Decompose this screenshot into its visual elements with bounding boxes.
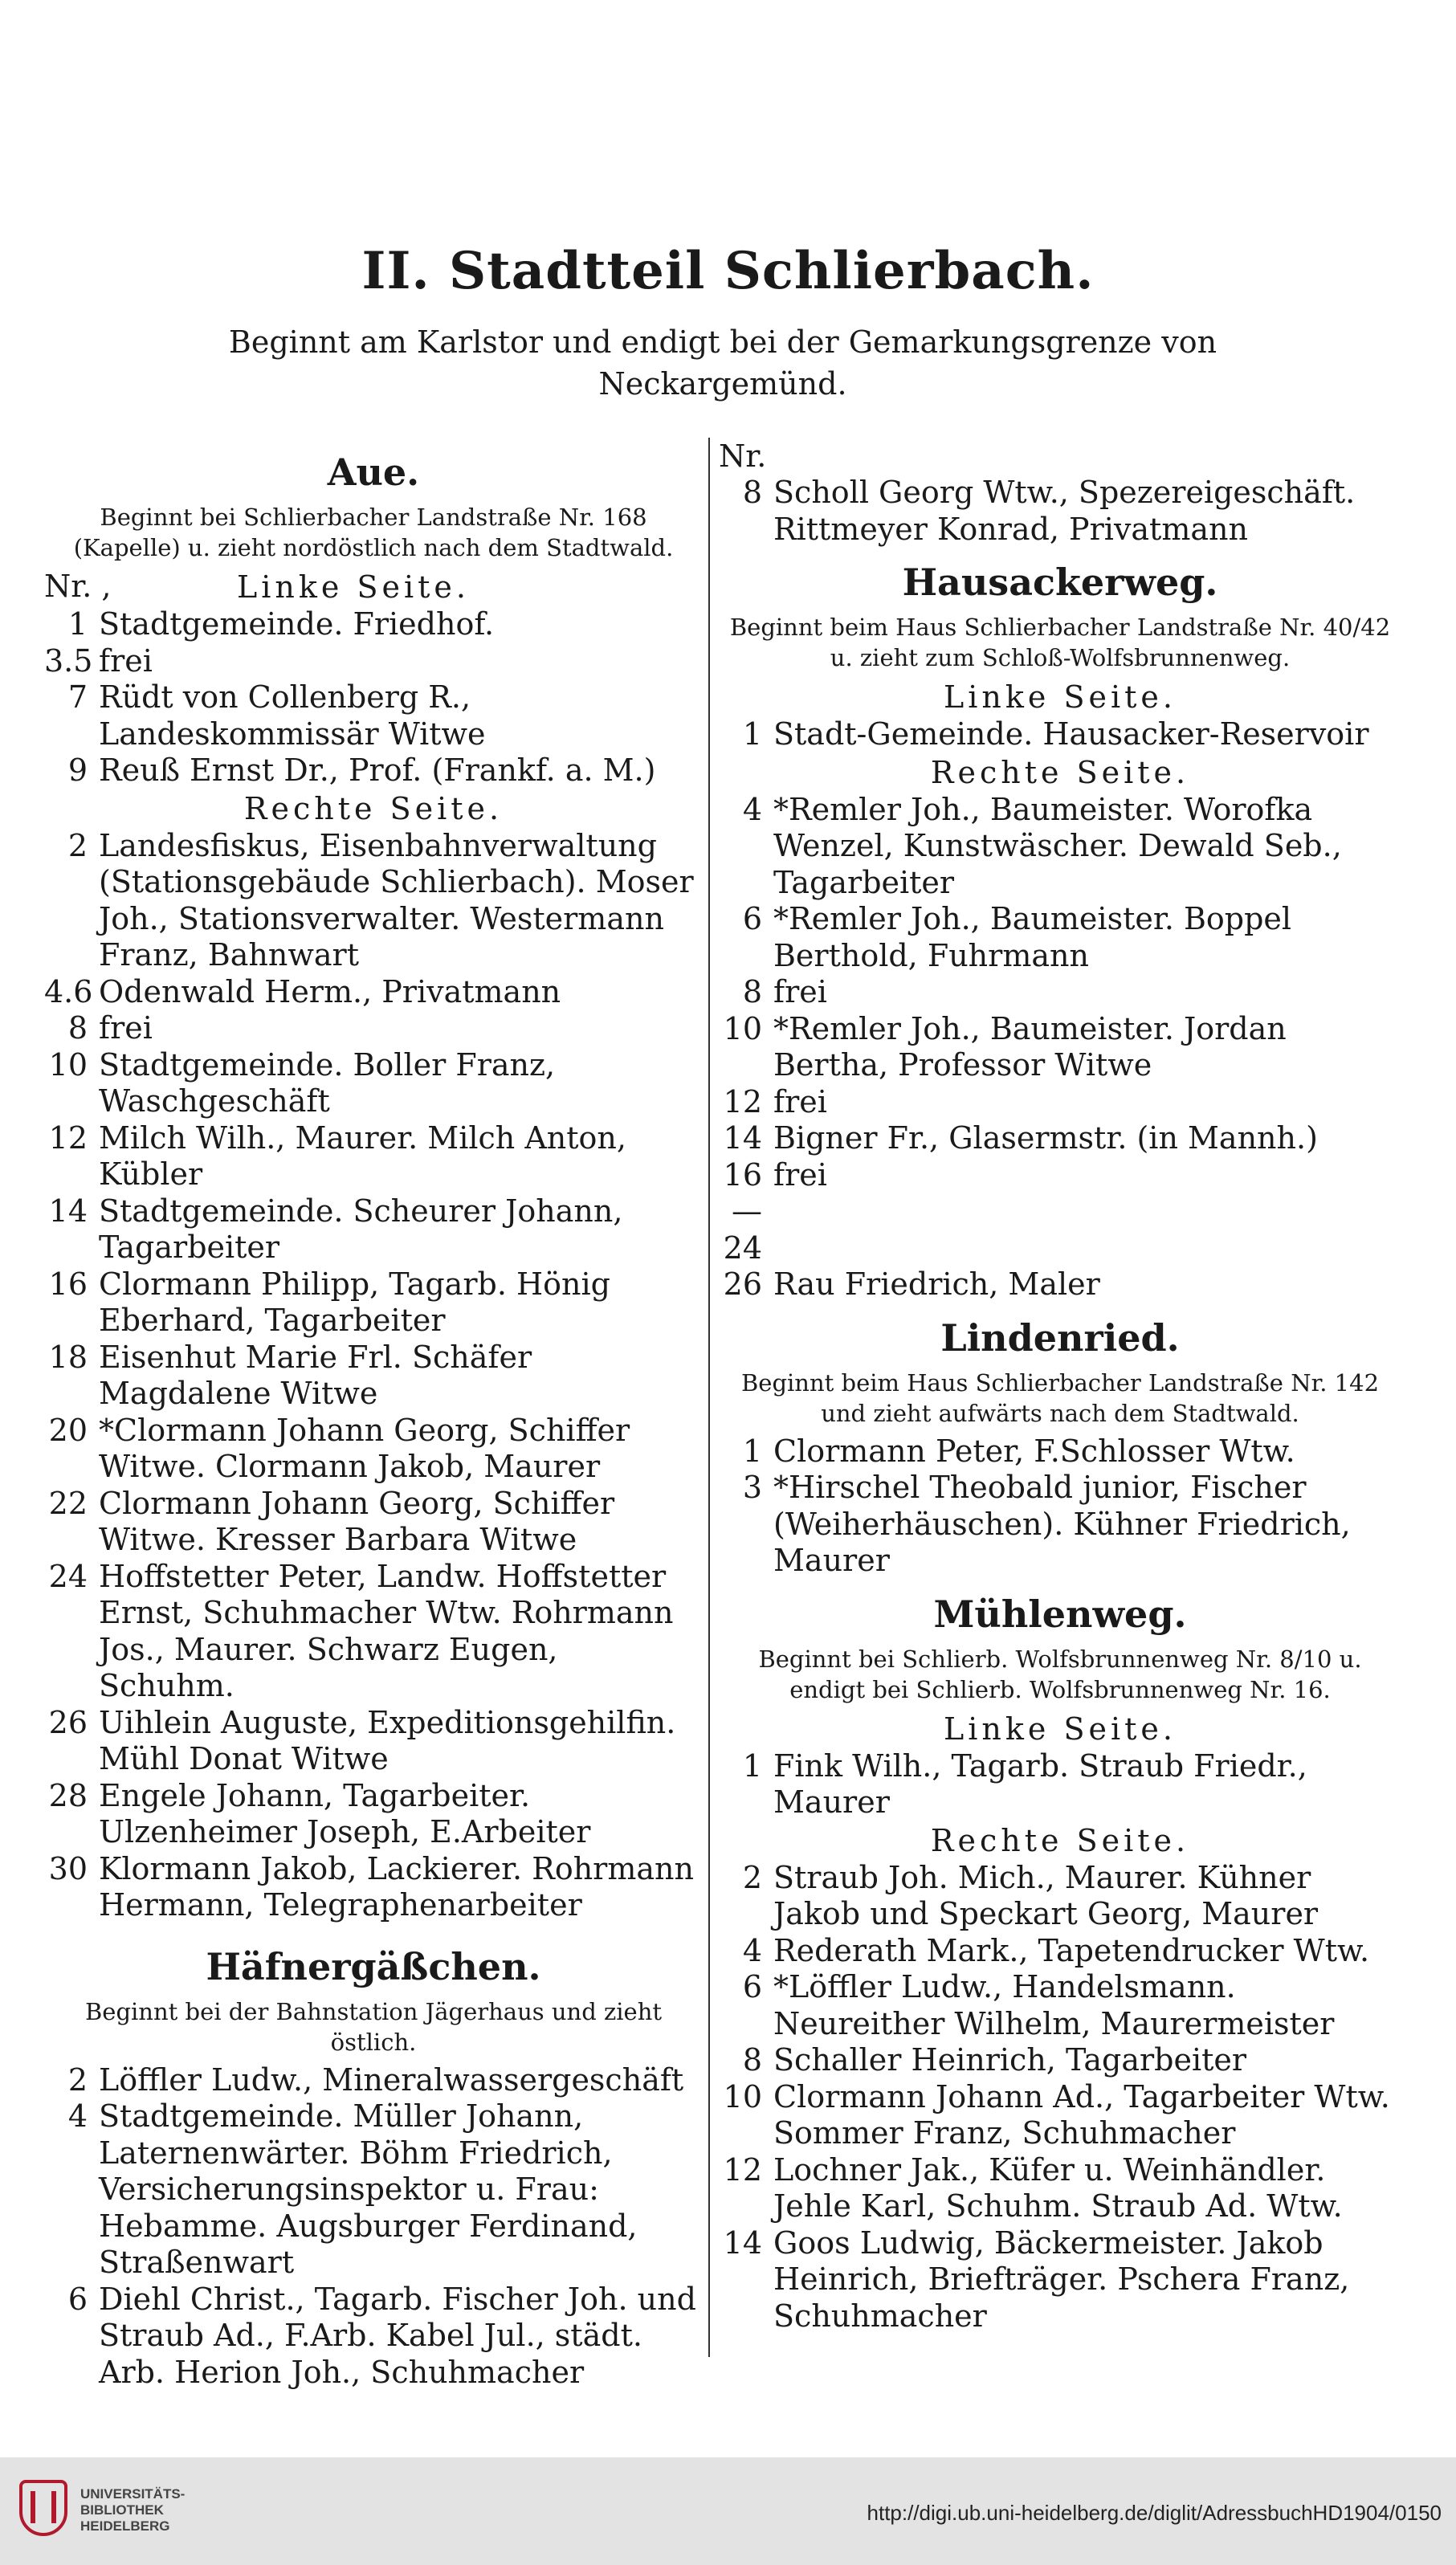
address-entry [719,716,1401,753]
house-number: 30 [48,1850,88,1886]
address-entry [719,1120,1401,1157]
aue-linke-list [44,606,703,789]
nr-label: Nr. , [44,569,112,604]
house-number: 4 [67,2098,88,2134]
address-entry [44,752,703,789]
column-divider [708,438,710,2357]
house-number: 8 [67,1010,88,1046]
house-number: 14 [48,1193,88,1229]
linke-seite-label: Linke Seite. [944,1711,1177,1747]
resident-text: Diehl Christ., Tagarb. Fischer Joh. und Straub Ad., F.Arb. Kabel Jul., städt. Arb. Herion Joh., Schuhmacher [99,2281,696,2390]
rechte-seite-label: Rechte Seite. [930,1822,1190,1858]
house-number: 4.6 [44,973,93,1009]
resident-text: Engele Johann, Tagarbeiter. Ulzenheimer Joseph, E.Arbeiter [99,1777,591,1849]
right-column [719,438,1401,2335]
resident-text: Schaller Heinrich, Tagarbeiter [773,2042,1247,2078]
hausacker-rechte-list [719,792,1401,1303]
resident-text: Clormann Philipp, Tagarb. Hönig Eberhard, Tagarbeiter [99,1266,610,1338]
resident-text: Bigner Fr., Glasermstr. (in Mannh.) [773,1120,1318,1156]
resident-text: Clormann Johann Georg, Schiffer Witwe. Kresser Barbara Witwe [99,1485,615,1557]
resident-text: *Remler Joh., Baumeister. Boppel Berthold, Fuhrmann [773,901,1292,973]
house-number: 12 [723,2151,762,2188]
address-entry [719,2152,1401,2225]
house-number: 12 [48,1119,88,1156]
house-number: 14 [723,2224,762,2261]
haefner-list [44,2062,703,2392]
resident-text: Clormann Peter, F.Schlosser Wtw. [773,1433,1295,1469]
section-title-aue: Aue. [327,451,420,494]
resident-text: Landesfiskus, Eisenbahnverwaltung (Stationsgebäude Schlierbach). Moser Joh., Stationsverwalter. Westermann Franz, Bahnwart [99,827,694,973]
left-column [44,438,703,2391]
address-entry [719,1969,1401,2042]
resident-text: frei [773,1156,827,1193]
nr-label-right: Nr. [719,438,767,474]
rechte-seite-label: Rechte Seite. [930,754,1190,790]
resident-text: Straub Joh. Mich., Maurer. Kühner Jakob und Speckart Georg, Maurer [773,1859,1319,1931]
address-entry [44,1778,703,1851]
section-desc-haefnergaesschen: Beginnt bei der Bahnstation Jägerhaus und zieht östlich. [84,1997,663,2056]
address-entry [719,1433,1401,1470]
address-entry [719,1933,1401,1970]
address-entry [719,1860,1401,1933]
address-entry [44,1413,703,1486]
address-entry [44,606,703,643]
linke-seite-label: Linke Seite. [237,569,470,605]
house-number: 4 [742,1932,762,1968]
section-title-hausackerweg: Hausackerweg. [902,561,1218,604]
house-number: 26 [723,1266,762,1302]
resident-text: Clormann Johann Ad., Tagarbeiter Wtw. Sommer Franz, Schuhmacher [773,2078,1390,2151]
resident-text: Odenwald Herm., Privatmann [99,973,561,1009]
address-entry [719,1157,1401,1267]
resident-text: *Remler Joh., Baumeister. Worofka Wenzel, Kunstwäscher. Dewald Seb., Tagarbeiter [773,791,1342,900]
house-number: 24 [48,1558,88,1594]
address-entry [44,1559,703,1705]
house-number: 8 [742,974,762,1009]
section-title-haefnergaesschen: Häfnergäßchen. [206,1944,541,1988]
house-number: 2 [67,2061,88,2098]
section-desc-aue: Beginnt bei Schlierbacher Landstraße Nr. 168 (Kapelle) u. zieht nordöstlich nach dem Stadtwald. [73,504,674,561]
address-entry [719,1470,1401,1580]
aue-side-header [44,568,703,606]
house-number: 4 [742,791,762,827]
section-desc-hausackerweg: Beginnt beim Haus Schlierbacher Landstraße Nr. 40/42 u. zieht zum Schloß-Wolfsbrunnenweg. [729,614,1391,671]
address-entry [719,974,1401,1011]
address-entry [719,901,1401,974]
resident-text: Milch Wilh., Maurer. Milch Anton, Kübler [99,1119,626,1192]
hausacker-linke-list [719,716,1401,753]
address-entry [719,1011,1401,1084]
house-number: 7 [67,679,88,715]
house-number: 3.5 [44,642,93,679]
address-entry [44,2282,703,2392]
university-library-logo-icon [19,2480,67,2536]
address-entry [44,1705,703,1778]
page-subtitle: Beginnt am Karlstor und endigt bei der Gemarkungsgrenze von Neckargemünd. [228,324,1217,402]
address-entry [44,828,703,974]
resident-text: *Hirschel Theobald junior, Fischer (Weiherhäuschen). Kühner Friedrich, Maurer [773,1470,1351,1578]
address-entry [719,1084,1401,1121]
address-entry [44,1120,703,1193]
resident-text: Rau Friedrich, Maler [773,1266,1100,1302]
address-entry [44,1340,703,1413]
address-entry [719,1266,1401,1303]
address-entry [44,643,703,680]
library-logo-text: UNIVERSITÄTS- BIBLIOTHEK HEIDELBERG [80,2486,186,2534]
house-number: 18 [48,1339,88,1375]
house-number: 10 [723,2078,762,2114]
house-number: 1 [742,716,762,752]
address-entry [719,792,1401,902]
house-number: 1 [742,1433,762,1469]
house-number: 20 [48,1412,88,1448]
resident-text: *Clormann Johann Georg, Schiffer Witwe. Clormann Jakob, Maurer [99,1412,630,1484]
resident-text: Reuß Ernst Dr., Prof. (Frankf. a. M.) [99,752,656,788]
section-desc-lindenried: Beginnt beim Haus Schlierbacher Landstraße Nr. 142 und zieht aufwärts nach dem Stadtwald. [740,1368,1380,1427]
house-number: 16 [48,1266,88,1302]
house-number: 3 [742,1470,762,1505]
resident-text: Scholl Georg Wtw., Spezereigeschäft. Rittmeyer Konrad, Privatmann [773,475,1356,547]
address-entry [44,1010,703,1047]
address-entry [719,2042,1401,2079]
section-title-lindenried: Lindenried. [940,1315,1180,1360]
house-number: 8 [742,2042,762,2078]
resident-text: Rederath Mark., Tapetendrucker Wtw. [773,1932,1370,1968]
house-number: 26 [48,1704,88,1740]
resident-text: Stadtgemeinde. Scheurer Johann, Tagarbeiter [99,1193,623,1265]
resident-text: frei [773,1083,827,1119]
house-number: 10 [723,1010,762,1046]
address-entry [719,2079,1401,2152]
resident-text: Löffler Ludw., Mineralwassergeschäft [99,2061,684,2098]
resident-text: frei [99,1010,153,1046]
house-number: 8 [742,475,762,510]
resident-text: frei [99,642,153,679]
house-number: 14 [723,1120,762,1156]
footer-bar [0,2457,1456,2565]
address-entry [44,1193,703,1266]
address-entry [44,1266,703,1340]
address-entry [44,679,703,752]
address-entry [719,475,1401,548]
house-number: 28 [48,1777,88,1813]
address-entry [44,2098,703,2282]
house-number: 22 [48,1485,88,1521]
resident-text: Eisenhut Marie Frl. Schäfer Magdalene Witwe [99,1339,532,1411]
resident-text: frei [773,974,827,1009]
house-number: 6 [742,1969,762,2004]
house-number: 16—24 [723,1156,762,1266]
section-desc-muehlenweg: Beginnt bei Schlierb. Wolfsbrunnenweg Nr. 8/10 u. endigt bei Schlierb. Wolfsbrunnenweg Nr. 16. [758,1645,1362,1703]
continued-list [719,475,1401,548]
lindenried-list [719,1433,1401,1580]
house-number: 1 [67,606,88,642]
resident-text: Stadtgemeinde. Müller Johann, Laternenwärter. Böhm Friedrich, Versicherungsinspektor u. Frau: Hebamme. Augsburger Ferdinand, Straßenwart [99,2098,638,2280]
house-number: 10 [48,1046,88,1083]
house-number: 9 [67,752,88,788]
resident-text: Lochner Jak., Küfer u. Weinhändler. Jehle Karl, Schuhm. Straub Ad. Wtw. [773,2151,1343,2224]
address-entry [44,1851,703,1924]
address-entry [44,1486,703,1559]
source-url-link[interactable]: http://digi.ub.uni-heidelberg.de/diglit/AdressbuchHD1904/0150 [867,2501,1442,2525]
address-entry [719,2225,1401,2335]
page-title: II. Stadtteil Schlierbach. [361,241,1095,301]
resident-text: Stadt-Gemeinde. Hausacker-Reservoir [773,716,1369,752]
aue-rechte-list [44,828,703,1924]
house-number: 2 [67,827,88,863]
house-number: 1 [742,1747,762,1784]
linke-seite-label: Linke Seite. [944,679,1177,715]
house-number: 6 [742,901,762,936]
section-title-muehlenweg: Mühlenweg. [933,1592,1187,1636]
muehlen-rechte-list [719,1860,1401,2335]
resident-text: Rüdt von Collenberg R., Landeskommissär Witwe [99,679,486,752]
address-entry [44,974,703,1011]
resident-text: Hoffstetter Peter, Landw. Hoffstetter Ernst, Schuhmacher Wtw. Rohrmann Jos., Maurer. Schwarz Eugen, Schuhm. [99,1558,674,1703]
rechte-seite-label: Rechte Seite. [243,790,504,826]
address-entry [44,2062,703,2099]
resident-text: Stadtgemeinde. Friedhof. [99,606,495,642]
resident-text: *Löffler Ludw., Handelsmann. Neureither Wilhelm, Maurermeister [773,1969,1335,2041]
resident-text: Uihlein Auguste, Expeditionsgehilfin. Mühl Donat Witwe [99,1704,676,1776]
resident-text: *Remler Joh., Baumeister. Jordan Bertha, Professor Witwe [773,1010,1287,1083]
house-number: 12 [723,1083,762,1119]
resident-text: Fink Wilh., Tagarb. Straub Friedr., Maurer [773,1747,1307,1820]
resident-text: Klormann Jakob, Lackierer. Rohrmann Hermann, Telegraphenarbeiter [99,1850,694,1923]
house-number: 2 [742,1859,762,1895]
resident-text: Goos Ludwig, Bäckermeister. Jakob Heinrich, Briefträger. Pschera Franz, Schuhmacher [773,2224,1350,2334]
muehlen-linke-list [719,1748,1401,1821]
address-entry [44,1047,703,1120]
house-number: 6 [67,2281,88,2317]
address-entry [719,1748,1401,1821]
resident-text: Stadtgemeinde. Boller Franz, Waschgeschäft [99,1046,556,1119]
